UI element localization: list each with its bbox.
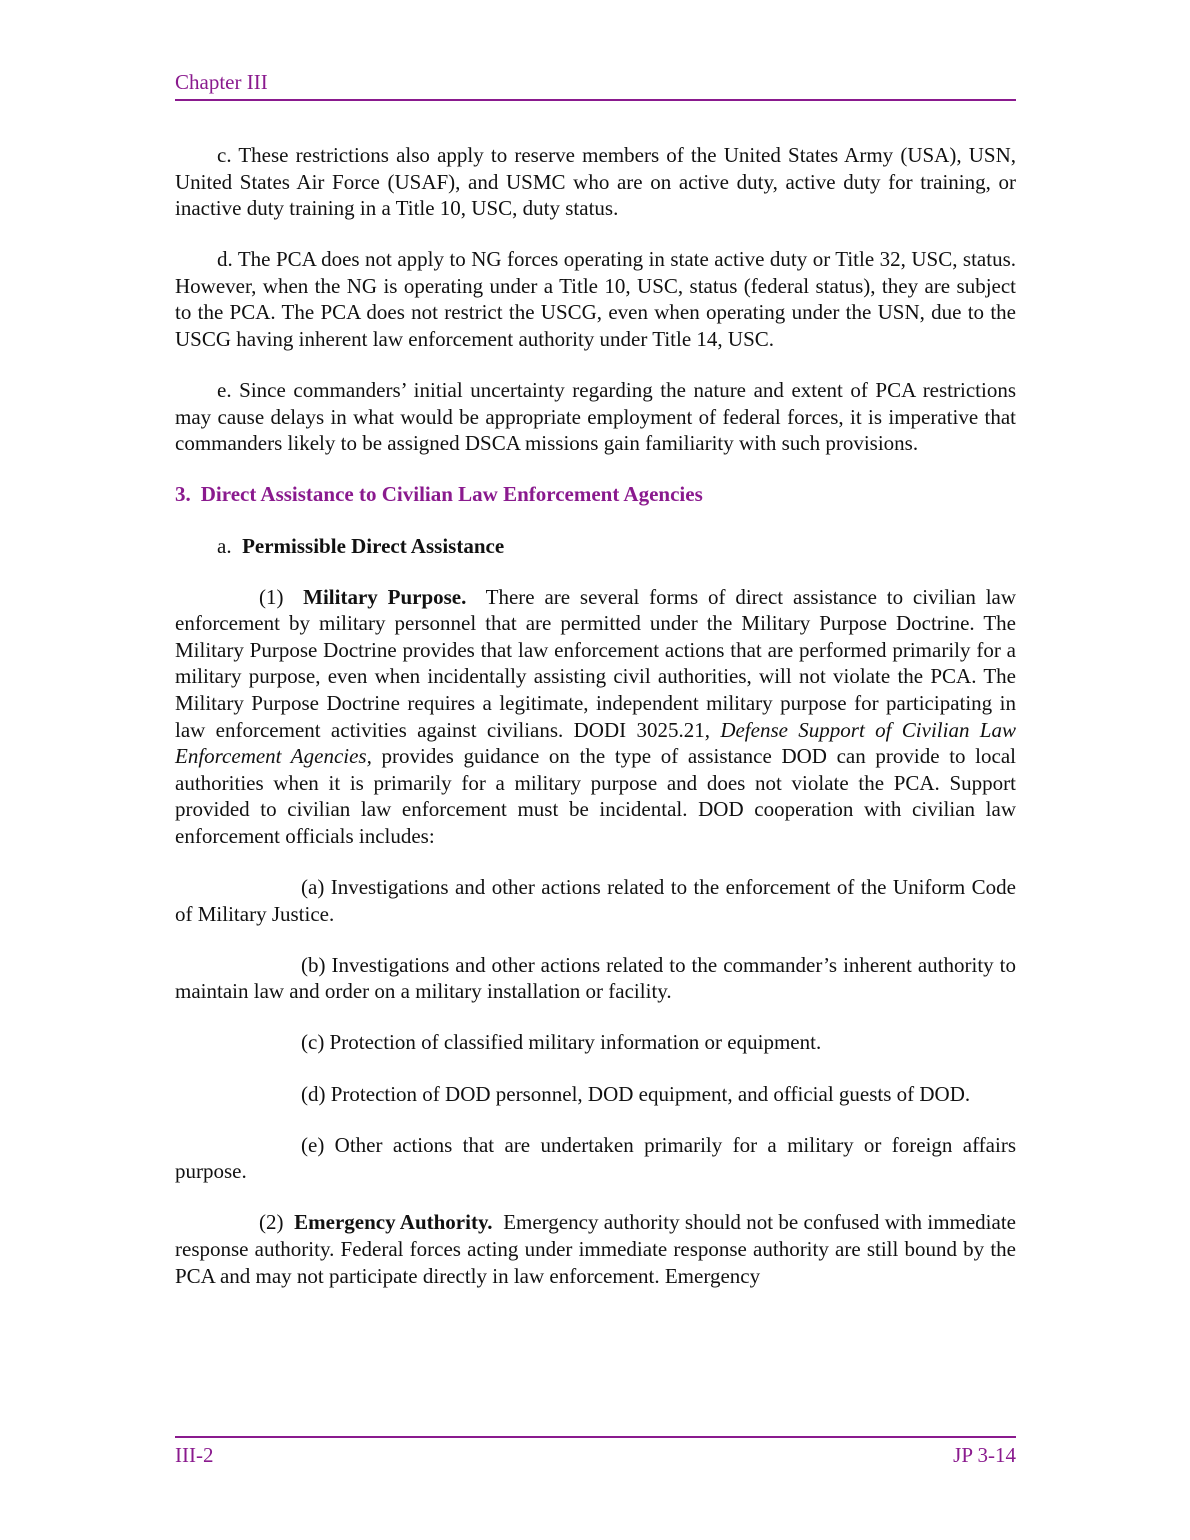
subsection-label: a. — [217, 533, 232, 558]
subsection-title: Permissible Direct Assistance — [242, 533, 505, 558]
chapter-header: Chapter III — [175, 70, 268, 94]
page-number: III-2 — [175, 1443, 214, 1467]
subsection-a-heading — [175, 533, 1016, 560]
item-1-title: Military Purpose. — [303, 584, 467, 609]
header-rule — [175, 99, 1016, 101]
item-2-text: Emergency authority should not be confused with immediate response authority. Federal forces acting under immediate response authority are still bound by the PCA and may not participate directly in law enforcement. Emergency — [175, 1210, 1016, 1288]
section-number: 3. — [175, 482, 191, 507]
subitem-b: (b) Investigations and other actions related to the commander’s inherent authority to maintain law and order on a military installation or facility. — [175, 952, 1016, 1004]
item-2-title: Emergency Authority. — [294, 1210, 493, 1235]
paragraph-e: e. Since commanders’ initial uncertainty regarding the nature and extent of PCA restrictions may cause delays in what would be appropriate employment of federal forces, it is imperative that commanders likely to be assigned DSCA missions gain familiarity with such provisions. — [175, 378, 1016, 456]
paragraph-d: d. The PCA does not apply to NG forces operating in state active duty or Title 32, USC, status. However, when the NG is operating under a Title 10, USC, status (federal status), they are subject to the PCA. The PCA does not restrict the USCG, even when operating under the USN, due to the USCG having inherent law enforcement authority under Title 14, USC. — [175, 247, 1016, 352]
subitem-a: (a) Investigations and other actions related to the enforcement of the Uniform Code of Military Justice. — [175, 875, 1016, 926]
subitem-e: (e) Other actions that are undertaken primarily for a military or foreign affairs purpose. — [175, 1132, 1016, 1184]
paragraph-c: c. These restrictions also apply to reserve members of the United States Army (USA), USN, United States Air Force (USAF), and USMC who are on active duty, active duty for training, or inactive duty training in a Title 10, USC, duty status. — [175, 143, 1016, 221]
item-1-publication-title: Defense Support of Civilian Law Enforcement Agencies, — [175, 717, 1016, 769]
item-1-label: (1) — [259, 584, 284, 609]
publication-id: JP 3-14 — [953, 1443, 1016, 1467]
section-title: Direct Assistance to Civilian Law Enforcement Agencies — [200, 482, 703, 507]
subitem-c: (c) Protection of classified military information or equipment. — [301, 1030, 822, 1055]
item-2-emergency-authority — [175, 1209, 1016, 1289]
item-1-military-purpose — [175, 584, 1016, 850]
item-2-label: (2) — [259, 1210, 284, 1235]
subitem-d: (d) Protection of DOD personnel, DOD equipment, and official guests of DOD. — [301, 1081, 971, 1106]
item-1-text: There are several forms of direct assistance to civilian law enforcement by military personnel that are permitted under the Military Purpose Doctrine. The Military Purpose Doctrine provides that law enforcement actions that are performed primarily for a military purpose, even when incidentally assisting civil authorities, will not violate the PCA. The Military Purpose Doctrine requires a legitimate, independent military purpose for participating in law enforcement activities against civilians. DODI 3025.21, — [175, 584, 1017, 742]
section-3-heading — [175, 481, 1016, 508]
body-content — [175, 142, 1016, 1289]
item-1-text-continued: provides guidance on the type of assistance DOD can provide to local authorities when it is primarily for a military purpose and does not violate the PCA. Support provided to civilian law enforcement must be incidental. DOD cooperation with civilian law enforcement officials includes: — [175, 744, 1016, 848]
footer-rule — [175, 1436, 1016, 1438]
